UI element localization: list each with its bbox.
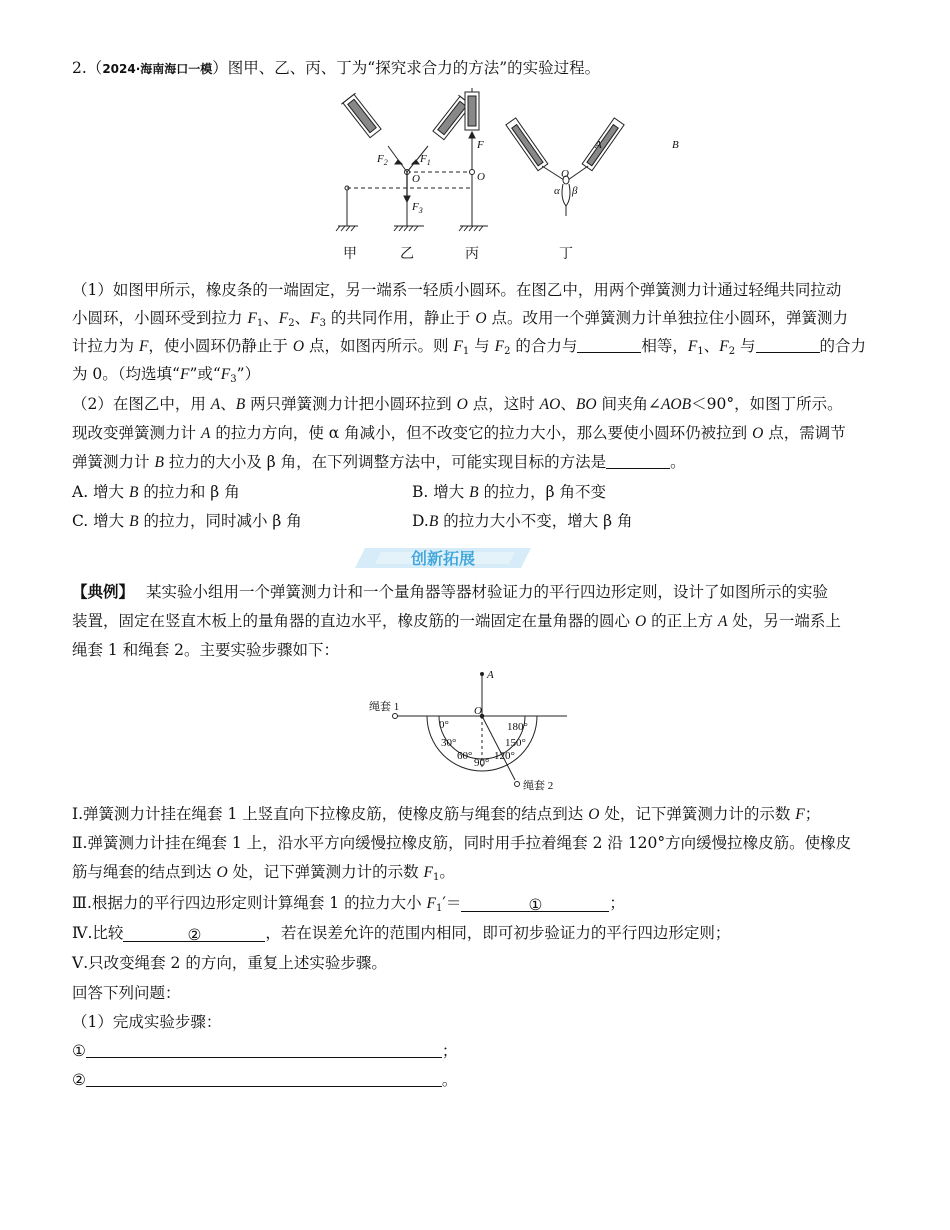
figure-yi <box>341 93 472 231</box>
answer-blank-2[interactable] <box>756 336 820 353</box>
svg-text:60°: 60° <box>457 750 473 762</box>
caption-yi: 乙 <box>400 247 414 262</box>
part1-line2: 小圆环，小圆环受到拉力 $F_1$、$F_2$、$F_3$ 的共同作用，静止于 O 点。改用一个弹簧测力计单独拉住小圆环，弹簧测力 <box>72 309 848 329</box>
option-b[interactable]: B. 增大 B 的拉力，β 角不变 <box>412 483 606 501</box>
part1-line3: 计拉力为 F，使小圆环仍静止于 O 点，如图丙所示。则 $F_1$ 与 $F_2$ 的合力与 相等，$F_1$、$F_2$ 与 的合力 <box>72 337 867 357</box>
part1-line4: 为 0。（均选填“F”或“$F_3$”） <box>72 365 261 385</box>
svg-text:O: O <box>561 168 569 180</box>
step-3: Ⅲ.根据力的平行四边形定则计算绳套 1 的拉力大小 $F_1'=$ ① ； <box>72 894 625 914</box>
part2-line1: （2）在图乙中，用 A、B 两只弹簧测力计把小圆环拉到 O 点，这时 AO、BO 间夹角∠AOB＜90°，如图丁所示。 <box>72 395 843 413</box>
blank-1[interactable]: ① <box>461 895 609 912</box>
svg-text:α: α <box>554 185 560 197</box>
svg-text:F2: $F_2$ <box>377 153 388 167</box>
step-5: Ⅴ.只改变绳套 2 的方向，重复上述实验步骤。 <box>72 954 387 972</box>
answer-blank-1[interactable] <box>577 336 641 353</box>
svg-text:180°: 180° <box>507 721 528 733</box>
rope1-label: 绳套 1 <box>369 701 400 713</box>
section-banner-text: 创新拓展 <box>410 551 476 568</box>
svg-text:B: B <box>672 139 679 151</box>
example-line1: 【典例】 某实验小组用一个弹簧测力计和一个量角器等器材验证力的平行四边形定则，设计了如图所示的实验 <box>72 582 829 601</box>
figure-jia <box>336 186 358 231</box>
option-c[interactable]: C. 增大 B 的拉力，同时减小 β 角 <box>72 512 302 530</box>
rope2-label: 绳套 2 <box>523 780 554 792</box>
protractor-figure <box>369 660 597 800</box>
answer-line-1: ① ； <box>72 1042 458 1060</box>
caption-bing: 丙 <box>465 247 479 262</box>
step-2-line1: Ⅱ.弹簧测力计挂在绳套 1 上，沿水平方向缓慢拉橡皮筋，同时用手拉着绳套 2 沿 120°方向缓慢拉橡皮筋。使橡皮 <box>72 834 852 852</box>
svg-text:A: A <box>487 669 494 681</box>
section-banner <box>355 546 535 570</box>
part1-line1: （1）如图甲所示，橡皮条的一端固定，另一端系一轻质小圆环。在图乙中，用两个弹簧测力计通过轻绳共同拉动 <box>72 281 842 299</box>
part2-line3: 弹簧测力计 B 拉力的大小及 β 角，在下列调整方法中，可能实现目标的方法是 。 <box>72 453 686 471</box>
example-line3: 绳套 1 和绳套 2。主要实验步骤如下： <box>72 641 340 659</box>
svg-text:O: O <box>477 171 485 183</box>
answer-input-2[interactable] <box>86 1070 442 1087</box>
svg-text:90°: 90° <box>474 757 490 769</box>
question-2-stem: 2.（2024·海南海口一模）图甲、乙、丙、丁为“探究求合力的方法”的实验过程。 <box>72 59 601 77</box>
svg-text:120°: 120° <box>494 750 515 762</box>
question-number: 2. <box>72 59 87 77</box>
answer-question-1: （1）完成实验步骤： <box>72 1013 222 1031</box>
answer-line-2: ② 。 <box>72 1071 458 1089</box>
answer-input-1[interactable] <box>86 1041 442 1058</box>
force-figure <box>332 88 679 268</box>
part2-line2: 现改变弹簧测力计 A 的拉力方向，使 α 角减小，但不改变它的拉力大小，那么要使小圆环仍被拉到 O 点，需调节 <box>72 424 846 442</box>
step-1: Ⅰ.弹簧测力计挂在绳套 1 上竖直向下拉橡皮筋，使橡皮筋与绳套的结点到达 O 处，记下弹簧测力计的示数 F； <box>72 805 821 823</box>
question-stem-text: 图甲、乙、丙、丁为“探究求合力的方法”的实验过程。 <box>227 59 601 77</box>
example-line2: 装置，固定在竖直木板上的量角器的直边水平，橡皮筋的一端固定在量角器的圆心 O 的正上方 A 处，另一端系上 <box>72 612 841 630</box>
option-a[interactable]: A. 增大 B 的拉力和 β 角 <box>72 483 240 501</box>
figure-ding <box>506 118 624 216</box>
question-source: 2024·海南海口一模 <box>102 62 213 76</box>
svg-text:30°: 30° <box>441 737 457 749</box>
example-tag: 【典例】 <box>72 582 135 601</box>
svg-text:150°: 150° <box>505 737 526 749</box>
step-2-line2: 筋与绳套的结点到达 O 处，记下弹簧测力计的示数 $F_1$。 <box>72 863 455 883</box>
svg-text:O: O <box>412 173 420 185</box>
svg-text:F: F <box>477 139 484 151</box>
svg-text:β: β <box>572 185 578 197</box>
caption-jia: 甲 <box>343 247 357 262</box>
answer-blank-3[interactable] <box>606 452 670 469</box>
svg-text:F1: $F_1$ <box>420 153 431 167</box>
answer-intro: 回答下列问题： <box>72 984 181 1002</box>
svg-text:O: O <box>474 705 482 717</box>
caption-ding: 丁 <box>559 247 573 262</box>
step-4: Ⅳ.比较 ② ，若在误差允许的范围内相同，即可初步验证力的平行四边形定则； <box>72 924 731 944</box>
svg-text:F3: $F_3$ <box>412 201 423 215</box>
blank-2[interactable]: ② <box>123 925 265 942</box>
svg-text:0°: 0° <box>439 719 449 731</box>
option-d[interactable]: D.B 的拉力大小不变，增大 β 角 <box>412 512 633 530</box>
svg-text:A: A <box>595 139 602 151</box>
